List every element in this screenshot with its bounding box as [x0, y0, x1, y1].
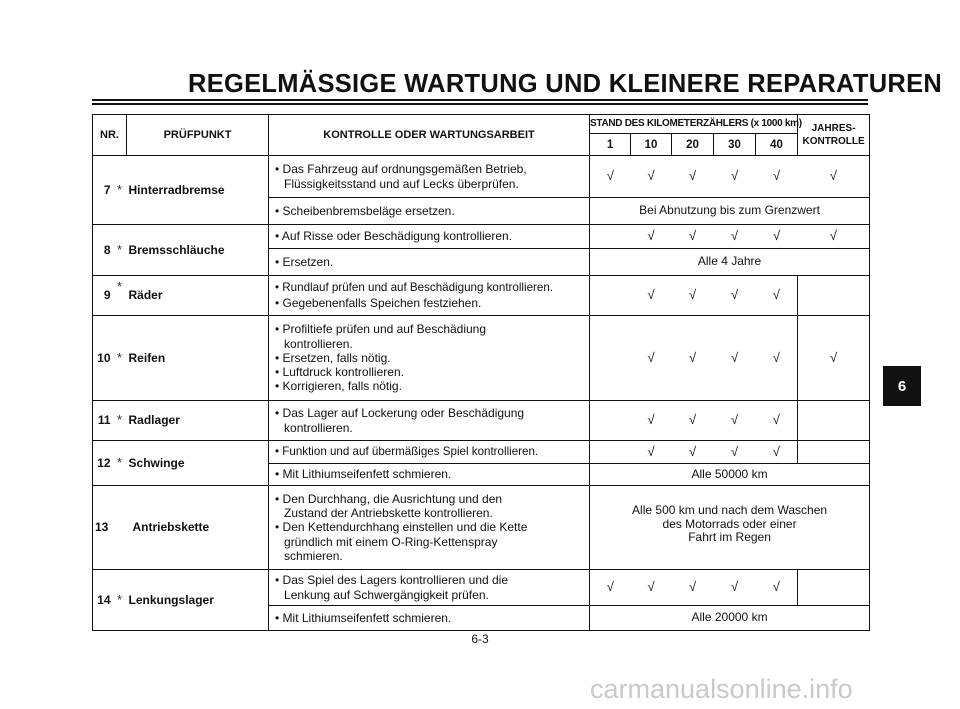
interval-line: Fahrt im Regen	[688, 530, 771, 544]
work-line: • Den Kettendurchhang einstellen und die Kette	[275, 520, 528, 535]
asterisk-icon: *	[113, 276, 127, 316]
row-number: 7	[93, 156, 113, 225]
work-line: • Funktion und auf übermäßiges Spiel kontrollieren.	[275, 444, 539, 458]
work-line: • Korrigieren, falls nötig.	[275, 379, 402, 394]
check-mark-icon: √	[756, 401, 798, 441]
maintenance-table	[92, 114, 870, 631]
interval-line: des Motorrads oder einer	[662, 516, 797, 531]
work-line: Zustand der Antriebskette kontrollieren.	[284, 506, 493, 521]
check-empty	[798, 441, 870, 464]
check-mark-icon: √	[756, 570, 798, 606]
work-line: • Ersetzen.	[275, 254, 334, 269]
asterisk-icon: *	[113, 570, 127, 631]
interval-line: Alle 500 km und nach dem Waschen	[632, 503, 828, 517]
header-km-30: 30	[714, 134, 756, 156]
row-number: 8	[93, 225, 113, 276]
work-line: gründlich mit einem O-Ring-Kettenspray	[284, 534, 498, 549]
table-row	[93, 486, 870, 570]
title-rule-2	[92, 103, 868, 105]
check-mark-icon: √	[672, 401, 714, 441]
page-number: 6-3	[471, 632, 489, 646]
check-mark-icon: √	[714, 401, 756, 441]
interval-text: Alle 50000 km	[590, 464, 870, 486]
asterisk-icon: *	[113, 156, 127, 225]
row-number: 13	[93, 486, 127, 570]
check-mark-icon: √	[714, 570, 756, 606]
interval-text: Alle 4 Jahre	[590, 249, 870, 276]
check-mark-icon: √	[756, 156, 798, 198]
work-line: • Mit Lithiumseifenfett schmieren.	[275, 467, 452, 482]
check-mark-icon: √	[590, 570, 631, 606]
check-mark-icon: √	[714, 441, 756, 464]
check-mark-icon: √	[798, 156, 870, 198]
row-number: 10	[93, 316, 113, 401]
work-line: • Rundlauf prüfen und auf Beschädigung kontrollieren.	[275, 281, 554, 295]
work-cell	[269, 156, 590, 198]
table-row	[93, 570, 870, 606]
work-cell	[269, 464, 590, 486]
title-rule	[92, 99, 868, 101]
check-empty	[798, 570, 870, 606]
check-empty	[590, 441, 631, 464]
check-empty	[590, 401, 631, 441]
check-mark-icon: √	[631, 401, 672, 441]
interval-text	[590, 486, 870, 570]
work-line: • Das Spiel des Lagers kontrollieren und die	[275, 573, 509, 588]
work-line: • Das Fahrzeug auf ordnungsgemäßen Betrieb,	[275, 162, 527, 177]
header-km-20: 20	[672, 134, 714, 156]
work-cell	[269, 486, 590, 570]
check-empty	[590, 225, 631, 249]
work-line: • Scheibenbremsbeläge ersetzen.	[275, 203, 455, 218]
row-item-name: Lenkungslager	[127, 570, 269, 631]
check-mark-icon: √	[631, 316, 672, 401]
work-cell	[269, 198, 590, 225]
header-km-1: 1	[590, 134, 631, 156]
table-row	[93, 225, 870, 249]
header-jahreskontrolle	[798, 115, 870, 156]
work-line: Flüssigkeitsstand und auf Lecks überprüfen.	[284, 176, 519, 191]
header-km-40: 40	[756, 134, 798, 156]
header-pruefpunkt: PRÜFPUNKT	[127, 115, 269, 156]
row-item-name: Hinterradbremse	[127, 156, 269, 225]
header-kontrolle: KONTROLLE ODER WARTUNGSARBEIT	[269, 115, 590, 156]
check-mark-icon: √	[631, 441, 672, 464]
check-mark-icon: √	[798, 316, 870, 401]
row-number: 14	[93, 570, 113, 631]
check-empty	[798, 276, 870, 316]
chapter-tab: 6	[883, 366, 921, 406]
page-title: REGELMÄSSIGE WARTUNG UND KLEINERE REPARATUREN	[188, 68, 943, 98]
check-mark-icon: √	[756, 276, 798, 316]
table-row	[93, 401, 870, 441]
header-stand: STAND DES KILOMETERZÄHLERS (x 1000 km)	[590, 115, 798, 134]
work-line: • Gegebenenfalls Speichen festziehen.	[275, 295, 482, 310]
header-nr: NR.	[93, 115, 127, 156]
check-mark-icon: √	[672, 225, 714, 249]
work-line: Lenkung auf Schwergängigkeit prüfen.	[284, 587, 489, 602]
check-mark-icon: √	[590, 156, 631, 198]
work-cell	[269, 401, 590, 441]
asterisk-icon: *	[113, 225, 127, 276]
work-line: • Den Durchhang, die Ausrichtung und den	[275, 491, 503, 506]
interval-text: Bei Abnutzung bis zum Grenzwert	[590, 198, 870, 225]
row-item-name: Räder	[127, 276, 269, 316]
work-line: kontrollieren.	[284, 336, 353, 351]
row-item-name: Radlager	[127, 401, 269, 441]
watermark: carmanualsonline.info	[590, 674, 853, 704]
work-line: • Das Lager auf Lockerung oder Beschädigung	[275, 406, 525, 421]
row-item-name: Schwinge	[127, 441, 269, 486]
check-mark-icon: √	[672, 441, 714, 464]
check-mark-icon: √	[631, 156, 672, 198]
check-mark-icon: √	[756, 225, 798, 249]
table-row	[93, 156, 870, 198]
check-mark-icon: √	[714, 156, 756, 198]
work-line: • Auf Risse oder Beschädigung kontrollieren.	[275, 229, 513, 244]
check-mark-icon: √	[631, 570, 672, 606]
work-cell	[269, 570, 590, 606]
check-mark-icon: √	[672, 570, 714, 606]
row-number: 12	[93, 441, 113, 486]
row-item-name: Antriebskette	[127, 486, 269, 570]
work-line: • Mit Lithiumseifenfett schmieren.	[275, 610, 452, 625]
work-line: schmieren.	[284, 548, 343, 563]
interval-text: Alle 20000 km	[590, 606, 870, 631]
header-jahres-line1: JAHRES-	[811, 123, 856, 134]
check-mark-icon: √	[672, 276, 714, 316]
work-cell	[269, 606, 590, 631]
check-mark-icon: √	[798, 225, 870, 249]
check-empty	[590, 316, 631, 401]
check-mark-icon: √	[631, 225, 672, 249]
check-empty	[798, 401, 870, 441]
work-line: • Luftdruck kontrollieren.	[275, 365, 404, 380]
asterisk-icon: *	[113, 441, 127, 486]
work-line: • Profiltiefe prüfen und auf Beschädiung	[275, 322, 487, 337]
work-cell	[269, 316, 590, 401]
check-mark-icon: √	[672, 156, 714, 198]
row-item-name: Reifen	[127, 316, 269, 401]
check-mark-icon: √	[714, 276, 756, 316]
check-mark-icon: √	[714, 316, 756, 401]
check-mark-icon: √	[672, 316, 714, 401]
work-cell	[269, 249, 590, 276]
header-km-10: 10	[631, 134, 672, 156]
check-mark-icon: √	[631, 276, 672, 316]
header-jahres-line2: KONTROLLE	[802, 136, 865, 147]
check-mark-icon: √	[756, 441, 798, 464]
check-mark-icon: √	[756, 316, 798, 401]
row-number: 9	[93, 276, 113, 316]
header-row	[93, 115, 870, 134]
asterisk-icon: *	[113, 401, 127, 441]
work-cell	[269, 225, 590, 249]
work-line: kontrollieren.	[284, 420, 353, 435]
work-cell	[269, 276, 590, 316]
table-row	[93, 276, 870, 316]
table-row	[93, 441, 870, 464]
row-number: 11	[93, 401, 113, 441]
asterisk-icon: *	[113, 316, 127, 401]
table-row	[93, 316, 870, 401]
check-mark-icon: √	[714, 225, 756, 249]
check-empty	[590, 276, 631, 316]
row-item-name: Bremsschläuche	[127, 225, 269, 276]
work-line: • Ersetzen, falls nötig.	[275, 350, 391, 365]
work-cell	[269, 441, 590, 464]
